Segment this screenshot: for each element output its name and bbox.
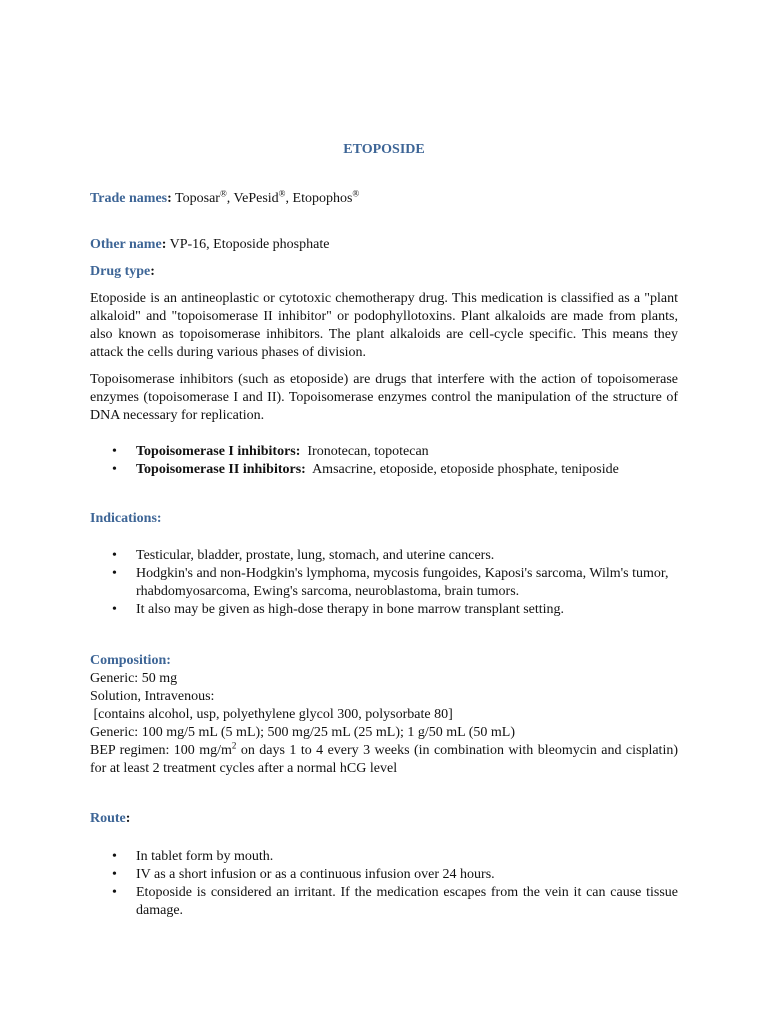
list-item [90,601,678,619]
document-title: ETOPOSIDE [343,142,425,157]
bullet-icon: • [112,462,117,477]
composition-line: [contains alcohol, usp, polyethylene glycol 300, polysorbate 80] [90,707,453,722]
registered-mark: ® [219,188,227,199]
route-heading [90,810,678,828]
bullet-icon: • [112,885,117,900]
list-item-text: IV as a short infusion or as a continuous infusion over 24 hours. [136,867,495,882]
composition-label: Composition: [90,653,171,668]
list-item [90,565,678,601]
other-name-colon: : [161,237,167,252]
other-name-value: VP-16, Etoposide phosphate [169,237,330,252]
list-item-text: Amsacrine, etoposide, etoposide phosphate, teniposide [305,462,619,477]
bullet-icon: • [112,867,117,882]
drug-type-label: Drug type [90,264,151,279]
route-label: Route [90,811,126,826]
route-list [90,848,678,920]
list-item-text: In tablet form by mouth. [136,849,274,864]
list-item-bold: Topoisomerase I inhibitors: [136,444,301,459]
route-colon: : [125,811,131,826]
drug-type-paragraph: Etoposide is an antineoplastic or cytotoxic chemotherapy drug. This medication is classified as a "plant alkaloid" and "topoisomerase II inhibitor" or podophyllotoxins. Plant alkaloids are made from plants, also known as topoisomerase inhibitors. The plant alkaloids are cell-cycle specific. This means they attack the cells during various phases of division. [90,291,678,360]
trade-names-line: Trade names: Toposar®, VePesid®, Etopophos® [90,188,360,206]
trade-names-label: Trade names [90,191,168,206]
registered-mark: ® [278,188,286,199]
other-name-line [90,236,678,254]
list-item-bold: Topoisomerase II inhibitors: [136,462,306,477]
list-item-text: Etoposide is considered an irritant. If the medication escapes from the vein it can cause tissue damage. [136,885,678,918]
trade-name: Toposar [175,191,220,206]
list-item-text: Hodgkin's and non-Hodgkin's lymphoma, mycosis fungoides, Kaposi's sarcoma, Wilm's tumor, rhabdomyosarcoma, Ewing's sarcoma, neuroblastoma, brain tumors. [136,566,669,599]
indications-list [90,547,678,619]
bep-prefix: BEP regimen: 100 mg/m [90,743,232,758]
list-item [90,848,678,866]
registered-mark: ® [352,188,360,199]
drug-type-paragraph: Topoisomerase inhibitors (such as etoposide) are drugs that interfere with the action of topoisomerase enzymes (topoisomerase I and II). Topoisomerase enzymes control the manipulation of the structure of DNA necessary for replication. [90,372,678,423]
bep-regimen [90,742,678,778]
list-item [90,884,678,920]
composition-line: Solution, Intravenous: [90,689,215,704]
composition-heading [90,652,678,670]
composition-lines [90,670,678,778]
bep-sup: 2 [231,740,237,751]
indications-heading [90,510,678,528]
list-item [90,461,678,479]
inhibitor-list [90,443,678,479]
composition-line: Generic: 50 mg [90,671,178,686]
list-item [90,866,678,884]
other-name-label: Other name [90,237,162,252]
trade-names-colon: : [167,191,172,206]
list-item [90,547,678,565]
bullet-icon: • [112,849,117,864]
drug-type-heading [90,263,678,281]
list-item-text: Testicular, bladder, prostate, lung, stomach, and uterine cancers. [136,548,495,563]
bep-suffix: on days 1 to 4 every 3 weeks (in combination with bleomycin and cisplatin) for at least 2 treatment cycles after a normal hCG level [90,743,678,776]
bullet-icon: • [112,602,117,617]
bullet-icon: • [112,548,117,563]
list-item-text: It also may be given as high-dose therapy in bone marrow transplant setting. [136,602,565,617]
bullet-icon: • [112,444,117,459]
bullet-icon: • [112,566,117,581]
composition-line: Generic: 100 mg/5 mL (5 mL); 500 mg/25 mL (25 mL); 1 g/50 mL (50 mL) [90,725,515,740]
list-item-text: Ironotecan, topotecan [300,444,429,459]
trade-name: Etopophos [292,191,353,206]
trade-name: VePesid [233,191,279,206]
list-item [90,443,678,461]
indications-label: Indications: [90,511,162,526]
drug-type-colon: : [150,264,155,279]
